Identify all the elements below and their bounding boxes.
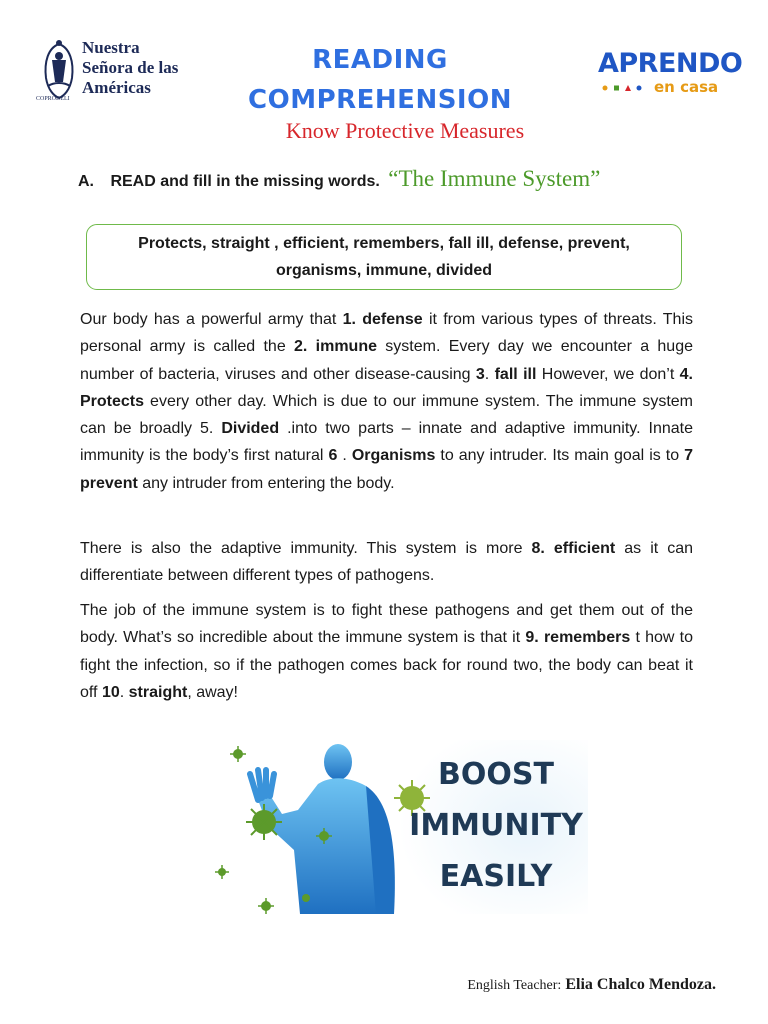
boost-immunity-image [198, 740, 588, 914]
school-logo-caption: COPRODELI [36, 96, 70, 102]
text: . [119, 683, 129, 701]
virus-icon [302, 894, 310, 902]
text: .into two parts – innate and adaptive immunity. Innate immunity is the body’s first natural [80, 420, 693, 465]
virus-icon [230, 746, 246, 762]
page-title [240, 40, 520, 120]
paragraph-2 [80, 535, 693, 590]
answer-8: 8. efficient [531, 540, 616, 557]
text: However, we don’t [536, 365, 680, 383]
answer-6: Organisms [351, 447, 436, 465]
program-logo-sub: en casa [654, 78, 719, 96]
virus-icon [246, 804, 282, 840]
virus-icon [215, 865, 229, 879]
banner-line2: IMMUNITY [409, 808, 583, 843]
text: any intruder from entering the body. [137, 474, 395, 492]
answer-10: straight [128, 683, 188, 701]
paragraph-1 [80, 306, 693, 497]
text: every other day. Which is due to our immune system. The immune system can be broadly 5. [80, 392, 693, 438]
program-logo-main: APRENDO [598, 48, 743, 79]
answer-3: fall ill [494, 365, 537, 383]
banner-line1: BOOST [438, 757, 554, 792]
footer-label: English Teacher: [467, 978, 562, 993]
text: There is also the adaptive immunity. This system is more [80, 540, 532, 557]
footer [467, 976, 716, 994]
banner-line3: EASILY [439, 859, 553, 894]
school-name-line3: Américas [82, 78, 151, 97]
page-subtitle: Know Protective Measures [285, 118, 525, 143]
answer-3-number: 3 [475, 365, 485, 383]
logo-shapes-icon [602, 84, 652, 92]
title-line1: READING [312, 45, 448, 75]
school-name-line1: Nuestra [82, 38, 140, 57]
answer-5: Divided [221, 420, 280, 438]
answer-9: 9. remembers [525, 629, 631, 647]
text: system. Every day we encounter a huge number of bacteria, viruses and other disease-causing [80, 338, 693, 383]
text: as it can differentiate between different types of pathogens. [80, 540, 694, 585]
answer-6-number: 6 [328, 447, 338, 465]
text: Our body has a powerful army that [80, 311, 343, 328]
instruction [78, 166, 600, 192]
answer-1: 1. defense [342, 311, 423, 328]
word-bank [86, 224, 682, 290]
text: . [484, 365, 495, 383]
answer-10-number: 10 [101, 683, 120, 701]
text: it from various types of threats. This personal army is called the [80, 311, 693, 356]
text: t how to fight the infection, so if the pathogen comes back for round two, the body can beat it off [80, 629, 694, 701]
text: , away! [187, 683, 238, 701]
school-logo [36, 34, 186, 106]
answer-4: 4. Protects [80, 365, 693, 410]
program-logo [598, 48, 743, 98]
school-name [82, 38, 178, 98]
instruction-number: A. [78, 173, 94, 190]
text: . [337, 447, 352, 465]
school-name-line2: Señora de las [82, 58, 179, 77]
teacher-name: Elia Chalco Mendoza. [565, 976, 716, 993]
text: The job of the immune system is to fight these pathogens and get them out of the body. What’s so incredible about the immune system is that it [80, 602, 693, 647]
virus-icon [258, 898, 274, 914]
story-title: “The Immune System” [388, 166, 601, 191]
word-bank-text: Protects, straight , efficient, remembers, fall ill, defense, prevent, organisms, immune, divided [138, 235, 630, 279]
answer-2: 2. immune [294, 338, 377, 356]
school-crest-icon [38, 38, 80, 102]
text: to any intruder. Its main goal is to [435, 447, 685, 465]
instruction-label: READ and fill in the missing words. [110, 173, 380, 190]
paragraph-3 [80, 597, 693, 706]
title-line2: COMPREHENSION [248, 85, 512, 115]
answer-7: 7 prevent [80, 447, 693, 492]
